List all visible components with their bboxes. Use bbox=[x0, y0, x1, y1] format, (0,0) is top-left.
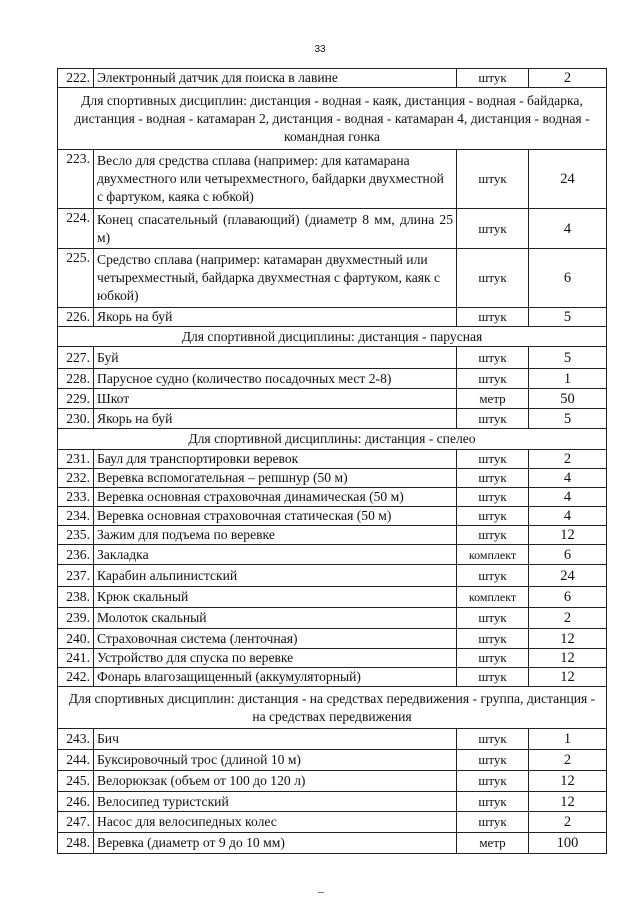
item-unit: штук bbox=[457, 249, 529, 308]
section-heading: Для спортивной дисциплины: дистанция - парусная bbox=[58, 327, 607, 347]
item-unit: штук bbox=[457, 771, 529, 792]
item-unit: штук bbox=[457, 792, 529, 812]
page-number: 33 bbox=[314, 44, 326, 55]
section-heading: Для спортивной дисциплины: дистанция - спелео bbox=[58, 429, 607, 450]
item-number: 241. bbox=[58, 649, 94, 668]
item-quantity: 12 bbox=[529, 668, 607, 687]
item-number: 229. bbox=[58, 389, 94, 409]
item-name: Парусное судно (количество посадочных мест 2-8) bbox=[94, 369, 457, 389]
item-quantity: 2 bbox=[529, 750, 607, 771]
item-number: 244. bbox=[58, 750, 94, 771]
item-name: Страховочная система (ленточная) bbox=[94, 629, 457, 649]
item-quantity: 24 bbox=[529, 150, 607, 209]
table-row bbox=[58, 565, 607, 587]
section-row bbox=[58, 687, 607, 729]
item-quantity: 6 bbox=[529, 249, 607, 308]
item-quantity: 4 bbox=[529, 209, 607, 249]
item-quantity: 5 bbox=[529, 308, 607, 327]
section-row bbox=[58, 327, 607, 347]
item-number: 228. bbox=[58, 369, 94, 389]
item-number: 224. bbox=[58, 209, 94, 249]
item-unit: комплект bbox=[457, 587, 529, 608]
item-name: Насос для велосипедных колес bbox=[94, 812, 457, 833]
item-quantity: 2 bbox=[529, 608, 607, 629]
table-row bbox=[58, 750, 607, 771]
item-quantity: 12 bbox=[529, 771, 607, 792]
table-row bbox=[58, 833, 607, 854]
table-row bbox=[58, 649, 607, 668]
table-row bbox=[58, 150, 607, 209]
section-row bbox=[58, 429, 607, 450]
table-row bbox=[58, 729, 607, 750]
item-unit: штук bbox=[457, 308, 529, 327]
item-unit: штук bbox=[457, 629, 529, 649]
item-quantity: 12 bbox=[529, 649, 607, 668]
item-quantity: 2 bbox=[529, 450, 607, 469]
item-quantity: 12 bbox=[529, 629, 607, 649]
table-row bbox=[58, 792, 607, 812]
item-number: 231. bbox=[58, 450, 94, 469]
table-row bbox=[58, 629, 607, 649]
item-name: Якорь на буй bbox=[94, 409, 457, 429]
table-row bbox=[58, 608, 607, 629]
item-unit: штук bbox=[457, 526, 529, 545]
item-number: 243. bbox=[58, 729, 94, 750]
table-row bbox=[58, 488, 607, 507]
table-row bbox=[58, 409, 607, 429]
scan-mark bbox=[318, 892, 324, 893]
item-unit: штук bbox=[457, 409, 529, 429]
item-number: 232. bbox=[58, 469, 94, 488]
item-number: 240. bbox=[58, 629, 94, 649]
item-number: 225. bbox=[58, 249, 94, 308]
item-quantity: 4 bbox=[529, 488, 607, 507]
item-name: Электронный датчик для поиска в лавине bbox=[94, 69, 457, 88]
item-unit: штук bbox=[457, 450, 529, 469]
item-name: Бич bbox=[94, 729, 457, 750]
item-name: Буй bbox=[94, 347, 457, 369]
item-name: Буксировочный трос (длиной 10 м) bbox=[94, 750, 457, 771]
item-unit: штук bbox=[457, 507, 529, 526]
item-unit: штук bbox=[457, 812, 529, 833]
item-unit: штук bbox=[457, 608, 529, 629]
item-unit: штук bbox=[457, 469, 529, 488]
item-unit: штук bbox=[457, 488, 529, 507]
item-number: 236. bbox=[58, 545, 94, 565]
item-name: Фонарь влагозащищенный (аккумуляторный) bbox=[94, 668, 457, 687]
item-quantity: 50 bbox=[529, 389, 607, 409]
item-unit: штук bbox=[457, 649, 529, 668]
item-quantity: 5 bbox=[529, 409, 607, 429]
item-name: Велорюкзак (объем от 100 до 120 л) bbox=[94, 771, 457, 792]
item-name: Крюк скальный bbox=[94, 587, 457, 608]
item-unit: штук bbox=[457, 209, 529, 249]
item-unit: штук bbox=[457, 69, 529, 88]
item-name: Веревка основная страховочная динамическая (50 м) bbox=[94, 488, 457, 507]
item-unit: штук bbox=[457, 668, 529, 687]
item-name: Молоток скальный bbox=[94, 608, 457, 629]
table-row bbox=[58, 507, 607, 526]
item-name: Закладка bbox=[94, 545, 457, 565]
item-quantity: 4 bbox=[529, 469, 607, 488]
table-row bbox=[58, 249, 607, 308]
section-row bbox=[58, 88, 607, 150]
table-row bbox=[58, 469, 607, 488]
item-quantity: 100 bbox=[529, 833, 607, 854]
item-name: Веревка (диаметр от 9 до 10 мм) bbox=[94, 833, 457, 854]
item-name: Велосипед туристский bbox=[94, 792, 457, 812]
item-unit: штук bbox=[457, 750, 529, 771]
item-unit: штук bbox=[457, 150, 529, 209]
table-row bbox=[58, 526, 607, 545]
item-number: 246. bbox=[58, 792, 94, 812]
item-unit: штук bbox=[457, 565, 529, 587]
table-row bbox=[58, 545, 607, 565]
item-unit: метр bbox=[457, 833, 529, 854]
item-unit: метр bbox=[457, 389, 529, 409]
item-number: 226. bbox=[58, 308, 94, 327]
item-quantity: 12 bbox=[529, 792, 607, 812]
table-row bbox=[58, 450, 607, 469]
item-number: 238. bbox=[58, 587, 94, 608]
item-name: Весло для средства сплава (например: для катамарана двухместного или четырехместного, байдарки двухместной с фартуком, каяка с юбкой) bbox=[94, 150, 457, 209]
section-heading: Для спортивных дисциплин: дистанция - водная - каяк, дистанция - водная - байдарка, дистанция - водная - катамаран 2, дистанция - водная - катамаран 4, дистанция - водная - командная гонка bbox=[58, 88, 607, 150]
item-unit: штук bbox=[457, 347, 529, 369]
item-number: 242. bbox=[58, 668, 94, 687]
item-quantity: 12 bbox=[529, 526, 607, 545]
item-unit: штук bbox=[457, 369, 529, 389]
item-unit: комплект bbox=[457, 545, 529, 565]
item-number: 247. bbox=[58, 812, 94, 833]
item-number: 230. bbox=[58, 409, 94, 429]
item-number: 223. bbox=[58, 150, 94, 209]
item-unit: штук bbox=[457, 729, 529, 750]
table-row bbox=[58, 308, 607, 327]
table-row bbox=[58, 209, 607, 249]
equipment-table bbox=[57, 68, 607, 854]
table-row bbox=[58, 587, 607, 608]
item-quantity: 1 bbox=[529, 369, 607, 389]
item-number: 239. bbox=[58, 608, 94, 629]
item-name: Устройство для спуска по веревке bbox=[94, 649, 457, 668]
item-name: Веревка вспомогательная – репшнур (50 м) bbox=[94, 469, 457, 488]
item-name: Шкот bbox=[94, 389, 457, 409]
table-row bbox=[58, 347, 607, 369]
table-row bbox=[58, 369, 607, 389]
item-name: Веревка основная страховочная статическая (50 м) bbox=[94, 507, 457, 526]
item-number: 235. bbox=[58, 526, 94, 545]
item-number: 233. bbox=[58, 488, 94, 507]
item-quantity: 2 bbox=[529, 69, 607, 88]
item-name: Средство сплава (например: катамаран двухместный или четырехместный, байдарка двухместная с фартуком, каяк с юбкой) bbox=[94, 249, 457, 308]
item-name: Зажим для подъема по веревке bbox=[94, 526, 457, 545]
item-number: 237. bbox=[58, 565, 94, 587]
item-quantity: 6 bbox=[529, 545, 607, 565]
item-quantity: 1 bbox=[529, 729, 607, 750]
item-quantity: 5 bbox=[529, 347, 607, 369]
table-row bbox=[58, 389, 607, 409]
table-row bbox=[58, 668, 607, 687]
section-heading: Для спортивных дисциплин: дистанция - на средствах передвижения - группа, дистанция - на средствах передвижения bbox=[58, 687, 607, 729]
item-number: 245. bbox=[58, 771, 94, 792]
table-row bbox=[58, 771, 607, 792]
item-quantity: 6 bbox=[529, 587, 607, 608]
item-quantity: 24 bbox=[529, 565, 607, 587]
item-quantity: 2 bbox=[529, 812, 607, 833]
table-row bbox=[58, 69, 607, 88]
item-quantity: 4 bbox=[529, 507, 607, 526]
table-row bbox=[58, 812, 607, 833]
item-name: Конец спасательный (плавающий) (диаметр 8 мм, длина 25 м) bbox=[94, 209, 457, 249]
item-number: 234. bbox=[58, 507, 94, 526]
item-name: Якорь на буй bbox=[94, 308, 457, 327]
item-number: 248. bbox=[58, 833, 94, 854]
item-name: Баул для транспортировки веревок bbox=[94, 450, 457, 469]
item-number: 222. bbox=[58, 69, 94, 88]
item-name: Карабин альпинистский bbox=[94, 565, 457, 587]
item-number: 227. bbox=[58, 347, 94, 369]
